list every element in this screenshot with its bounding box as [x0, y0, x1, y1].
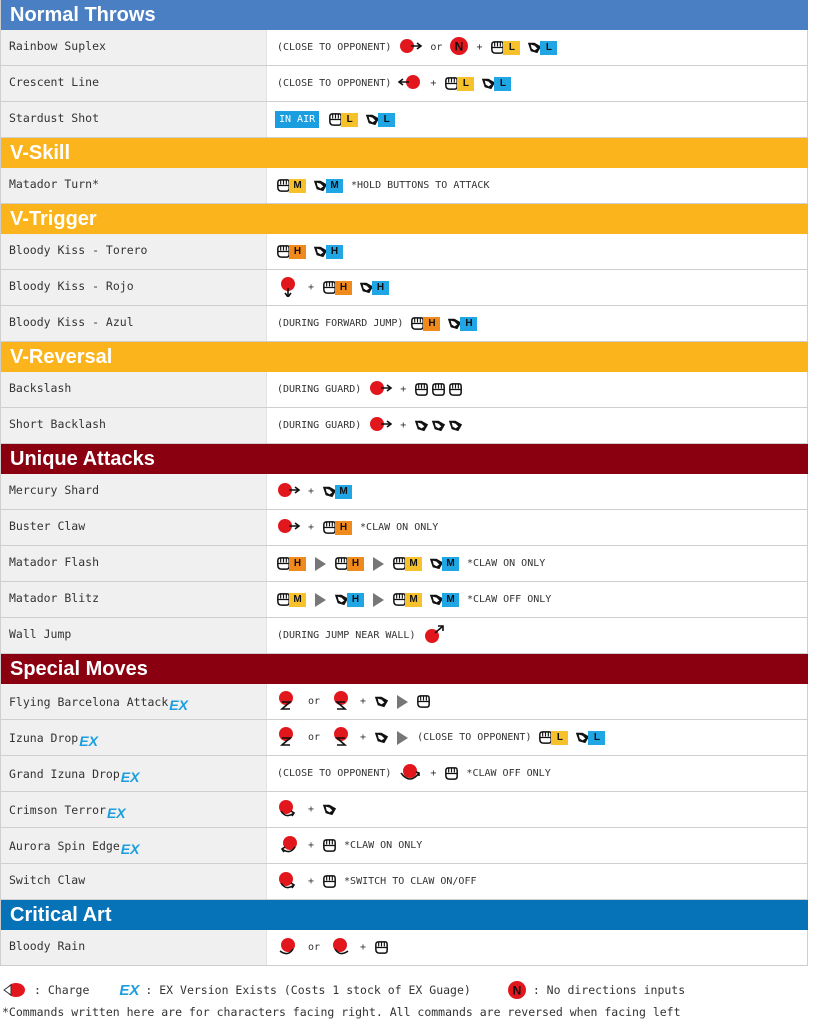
- command-cell: [267, 168, 807, 203]
- next-arrow-icon: [315, 593, 326, 607]
- next-arrow-icon: [373, 593, 384, 607]
- command-cell: [267, 270, 807, 305]
- kick-m-button-icon: [312, 176, 343, 196]
- strength-letter: H: [460, 317, 477, 331]
- punch-button-icon: [373, 938, 390, 958]
- command-cell: [267, 618, 807, 653]
- move-row: [0, 618, 808, 654]
- move-row: [0, 408, 808, 444]
- move-name: Flying Barcelona Attack: [9, 695, 169, 709]
- move-name-cell: [1, 474, 267, 509]
- punch-m-button-icon: [391, 554, 422, 574]
- move-name-cell: [1, 828, 267, 863]
- plus-sign: +: [308, 522, 315, 533]
- command-cell: [267, 930, 807, 965]
- kick-button-icon: [321, 800, 338, 820]
- strength-letter: M: [326, 179, 343, 193]
- neutral-label: : No directions inputs: [532, 983, 686, 997]
- punch-l-button-icon: [443, 74, 474, 94]
- plus-sign: +: [308, 840, 315, 851]
- plus-sign: +: [308, 876, 315, 887]
- command-cell: [267, 30, 807, 65]
- command-text: (DURING GUARD): [277, 384, 362, 395]
- legend-footer: [0, 978, 814, 1019]
- move-row: [0, 306, 808, 342]
- section-header: Special Moves: [0, 654, 808, 684]
- command-text: (DURING GUARD): [277, 420, 362, 431]
- punch-l-button-icon: [537, 728, 568, 748]
- command-cell: [267, 510, 807, 545]
- command-cell: [267, 546, 807, 581]
- move-name: Short Backlash: [9, 417, 106, 431]
- strength-letter: M: [335, 485, 352, 499]
- move-name: Mercury Shard: [9, 483, 100, 497]
- move-row: [0, 270, 808, 306]
- plus-sign: +: [430, 768, 437, 779]
- move-name: Wall Jump: [9, 627, 72, 641]
- or-text: or: [308, 942, 321, 953]
- punch-m-button-icon: [275, 590, 306, 610]
- kick-h-button-icon: [312, 242, 343, 262]
- move-name: Izuna Drop: [9, 731, 79, 745]
- charge-legend: [2, 981, 89, 999]
- punch-h-button-icon: [321, 518, 352, 538]
- footer-note: *Commands written here are for characters facing right. All commands are reversed when facing left: [2, 1005, 681, 1019]
- strength-letter: M: [289, 593, 306, 607]
- move-name: Backslash: [9, 381, 72, 395]
- punch-h-button-icon: [321, 278, 352, 298]
- plus-sign: +: [360, 942, 367, 953]
- move-row: [0, 582, 808, 618]
- direction-icon: [327, 725, 353, 750]
- move-name: Matador Blitz: [9, 591, 100, 605]
- command-cell: [267, 792, 807, 827]
- neutral-legend: [507, 980, 685, 1000]
- punch-l-button-icon: [327, 110, 358, 130]
- direction-icon: [275, 935, 301, 960]
- strength-letter: L: [341, 113, 358, 127]
- move-row: [0, 168, 808, 204]
- move-name-cell: [1, 168, 267, 203]
- move-row: [0, 474, 808, 510]
- kick-l-button-icon: [526, 38, 557, 58]
- direction-icon: [275, 797, 301, 822]
- move-row: [0, 102, 808, 138]
- section-header: V-Skill: [0, 138, 808, 168]
- next-arrow-icon: [397, 731, 408, 745]
- neutral-icon: [449, 36, 469, 59]
- kick-m-button-icon: [428, 590, 459, 610]
- ex-badge: EX: [120, 841, 140, 857]
- move-name: Grand Izuna Drop: [9, 767, 120, 781]
- all-kick-buttons-icon: [413, 416, 464, 436]
- section-header: Unique Attacks: [0, 444, 808, 474]
- command-cell: [267, 474, 807, 509]
- section-header: V-Trigger: [0, 204, 808, 234]
- kick-h-button-icon: [358, 278, 389, 298]
- move-row: [0, 684, 808, 720]
- direction-icon: [397, 35, 423, 60]
- move-row: [0, 372, 808, 408]
- move-name-cell: [1, 66, 267, 101]
- move-name-cell: [1, 720, 267, 755]
- move-row: [0, 30, 808, 66]
- direction-icon: [275, 479, 301, 504]
- direction-icon: [275, 515, 301, 540]
- command-cell: [267, 102, 807, 137]
- move-name-cell: [1, 306, 267, 341]
- plus-sign: +: [400, 420, 407, 431]
- move-row: [0, 510, 808, 546]
- command-text: *HOLD BUTTONS TO ATTACK: [351, 180, 490, 191]
- command-cell: [267, 864, 807, 899]
- ex-symbol: EX: [119, 981, 140, 999]
- next-arrow-icon: [373, 557, 384, 571]
- move-name: Bloody Kiss - Torero: [9, 243, 148, 257]
- direction-icon: [275, 833, 301, 858]
- neutral-icon: [507, 980, 527, 1000]
- move-name: Bloody Rain: [9, 939, 86, 953]
- punch-h-button-icon: [333, 554, 364, 574]
- command-cell: [267, 66, 807, 101]
- move-row: [0, 828, 808, 864]
- move-row: [0, 546, 808, 582]
- legend-row: [0, 978, 814, 1002]
- command-text: *CLAW ON ONLY: [467, 558, 546, 569]
- strength-letter: L: [588, 731, 605, 745]
- strength-letter: H: [423, 317, 440, 331]
- strength-letter: H: [335, 521, 352, 535]
- direction-icon: [275, 725, 301, 750]
- command-text: *SWITCH TO CLAW ON/OFF: [344, 876, 477, 887]
- punch-m-button-icon: [275, 176, 306, 196]
- punch-button-icon: [415, 692, 432, 712]
- move-row: [0, 66, 808, 102]
- strength-letter: M: [442, 593, 459, 607]
- plus-sign: +: [476, 42, 483, 53]
- strength-letter: M: [289, 179, 306, 193]
- ex-badge: EX: [106, 805, 126, 821]
- move-row: [0, 930, 808, 966]
- move-name-cell: [1, 684, 267, 719]
- section-header: Normal Throws: [0, 0, 808, 30]
- command-cell: [267, 828, 807, 863]
- move-name: Buster Claw: [9, 519, 86, 533]
- kick-l-button-icon: [574, 728, 605, 748]
- kick-l-button-icon: [364, 110, 395, 130]
- move-name-cell: [1, 372, 267, 407]
- strength-letter: L: [378, 113, 395, 127]
- next-arrow-icon: [315, 557, 326, 571]
- direction-icon: [367, 377, 393, 402]
- move-name-cell: [1, 546, 267, 581]
- command-text: (DURING FORWARD JUMP): [277, 318, 404, 329]
- command-text: (CLOSE TO OPPONENT): [277, 78, 392, 89]
- plus-sign: +: [430, 78, 437, 89]
- command-cell: [267, 684, 807, 719]
- move-name-cell: [1, 234, 267, 269]
- charge-label: : Charge: [34, 983, 90, 997]
- move-row: [0, 792, 808, 828]
- ex-badge: EX: [79, 733, 98, 749]
- svg-text:N: N: [455, 39, 464, 54]
- strength-letter: H: [326, 245, 343, 259]
- direction-icon: [275, 275, 301, 300]
- move-name-cell: [1, 102, 267, 137]
- strength-letter: L: [503, 41, 520, 55]
- next-arrow-icon: [397, 695, 408, 709]
- punch-h-button-icon: [275, 554, 306, 574]
- move-row: [0, 864, 808, 900]
- command-cell: [267, 582, 807, 617]
- strength-letter: H: [347, 557, 364, 571]
- move-name-cell: [1, 30, 267, 65]
- charge-icon: [2, 981, 28, 999]
- kick-h-button-icon: [333, 590, 364, 610]
- plus-sign: +: [360, 732, 367, 743]
- or-text: or: [308, 732, 321, 743]
- all-punch-buttons-icon: [413, 380, 464, 400]
- move-name: Bloody Kiss - Rojo: [9, 279, 134, 293]
- command-text: *CLAW ON ONLY: [344, 840, 423, 851]
- command-text: (CLOSE TO OPPONENT): [417, 732, 532, 743]
- kick-h-button-icon: [446, 314, 477, 334]
- move-row: [0, 720, 808, 756]
- move-name-cell: [1, 618, 267, 653]
- strength-letter: M: [442, 557, 459, 571]
- command-cell: [267, 756, 807, 791]
- strength-letter: H: [289, 557, 306, 571]
- plus-sign: +: [308, 804, 315, 815]
- move-name-cell: [1, 510, 267, 545]
- kick-button-icon: [373, 692, 390, 712]
- strength-letter: H: [289, 245, 306, 259]
- or-text: or: [308, 696, 321, 707]
- command-text: *CLAW OFF ONLY: [467, 594, 552, 605]
- punch-h-button-icon: [275, 242, 306, 262]
- punch-button-icon: [443, 764, 460, 784]
- move-name: Crimson Terror: [9, 803, 106, 817]
- kick-m-button-icon: [321, 482, 352, 502]
- move-name: Stardust Shot: [9, 111, 100, 125]
- move-name-cell: [1, 270, 267, 305]
- kick-button-icon: [373, 728, 390, 748]
- move-name: Matador Flash: [9, 555, 100, 569]
- move-name: Matador Turn*: [9, 177, 100, 191]
- or-text: or: [430, 42, 443, 53]
- move-row: [0, 756, 808, 792]
- command-text: (DURING JUMP NEAR WALL): [277, 630, 416, 641]
- move-name-cell: [1, 756, 267, 791]
- command-cell: [267, 408, 807, 443]
- strength-letter: L: [494, 77, 511, 91]
- command-text: (CLOSE TO OPPONENT): [277, 42, 392, 53]
- section-header: Critical Art: [0, 900, 808, 930]
- ex-badge: EX: [169, 697, 188, 713]
- command-text: *CLAW ON ONLY: [360, 522, 439, 533]
- direction-icon: [397, 761, 423, 786]
- strength-letter: L: [540, 41, 557, 55]
- direction-icon: [327, 935, 353, 960]
- direction-icon: [275, 869, 301, 894]
- move-name: Switch Claw: [9, 873, 86, 887]
- direction-icon: [421, 623, 447, 648]
- move-name-cell: [1, 582, 267, 617]
- punch-h-button-icon: [409, 314, 440, 334]
- svg-text:N: N: [512, 983, 522, 998]
- strength-letter: H: [347, 593, 364, 607]
- punch-button-icon: [321, 836, 338, 856]
- command-text: *CLAW OFF ONLY: [466, 768, 551, 779]
- strength-letter: L: [457, 77, 474, 91]
- move-name-cell: [1, 864, 267, 899]
- move-name: Crescent Line: [9, 75, 100, 89]
- plus-sign: +: [308, 486, 315, 497]
- strength-letter: H: [335, 281, 352, 295]
- plus-sign: +: [308, 282, 315, 293]
- move-name: Bloody Kiss - Azul: [9, 315, 134, 329]
- command-text: (CLOSE TO OPPONENT): [277, 768, 392, 779]
- strength-letter: M: [405, 557, 422, 571]
- move-row: [0, 234, 808, 270]
- kick-l-button-icon: [480, 74, 511, 94]
- ex-badge: EX: [120, 769, 140, 785]
- move-name: Aurora Spin Edge: [9, 839, 120, 853]
- move-name-cell: [1, 792, 267, 827]
- command-cell: [267, 234, 807, 269]
- move-name: Rainbow Suplex: [9, 39, 106, 53]
- plus-sign: +: [400, 384, 407, 395]
- command-cell: [267, 306, 807, 341]
- in-air-tag: IN AIR: [275, 111, 319, 128]
- ex-legend: [119, 982, 470, 999]
- section-header: V-Reversal: [0, 342, 808, 372]
- direction-icon: [397, 71, 423, 96]
- direction-icon: [275, 689, 301, 714]
- kick-m-button-icon: [428, 554, 459, 574]
- punch-button-icon: [321, 872, 338, 892]
- move-name-cell: [1, 930, 267, 965]
- strength-letter: M: [405, 593, 422, 607]
- strength-letter: H: [372, 281, 389, 295]
- command-cell: [267, 372, 807, 407]
- strength-letter: L: [551, 731, 568, 745]
- punch-m-button-icon: [391, 590, 422, 610]
- command-cell: [267, 720, 807, 755]
- ex-label: : EX Version Exists (Costs 1 stock of EX Guage): [145, 983, 471, 997]
- direction-icon: [327, 689, 353, 714]
- direction-icon: [367, 413, 393, 438]
- punch-l-button-icon: [489, 38, 520, 58]
- move-name-cell: [1, 408, 267, 443]
- plus-sign: +: [360, 696, 367, 707]
